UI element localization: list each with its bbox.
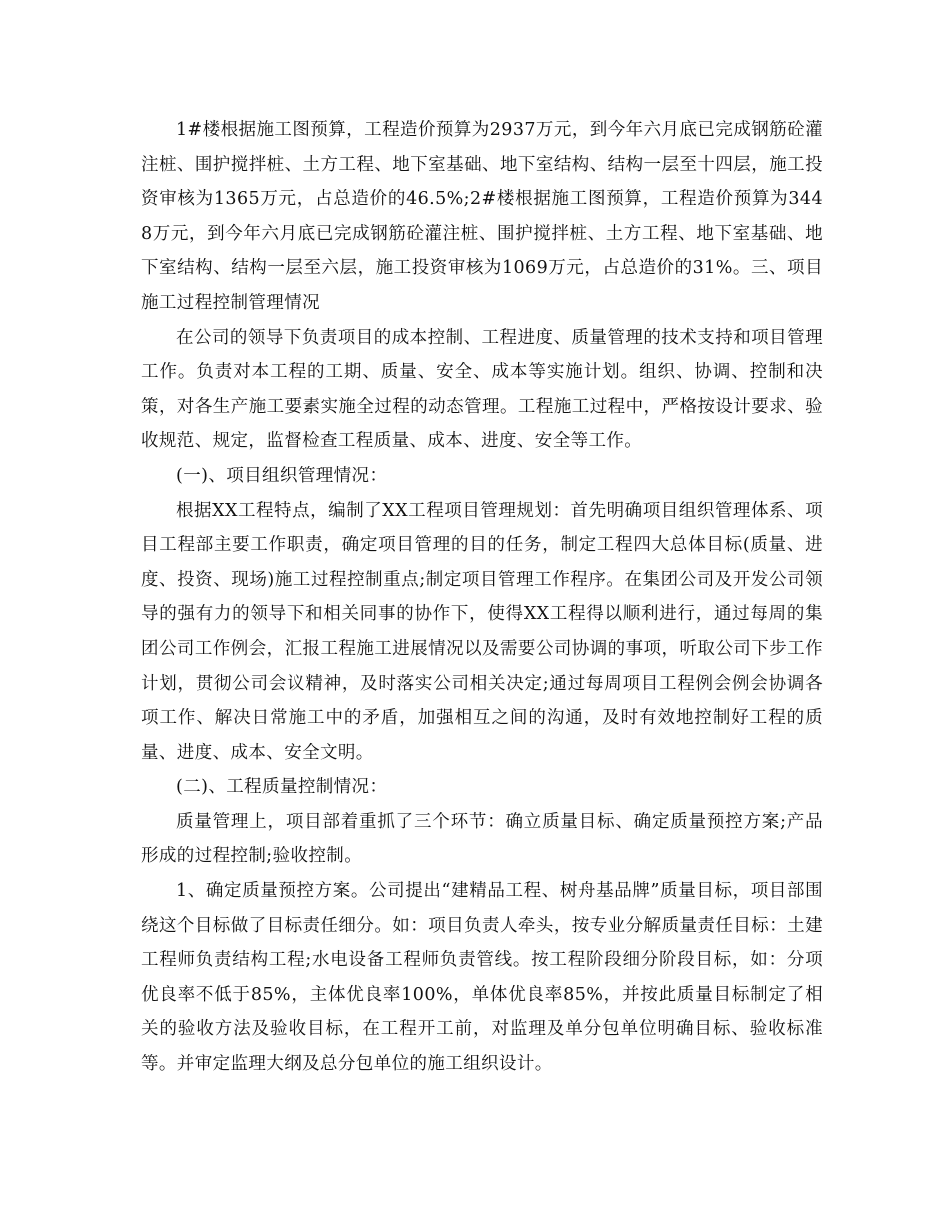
heading-quality-control: (二)、工程质量控制情况： bbox=[176, 777, 388, 798]
paragraph-cost-budget: 1#楼根据施工图预算，工程造价预算为2937万元，到今年六月底已完成钢筋砼灌注桩、围护搅拌桩、土方工程、地下室基础、地下室结构、结构一层至十四层，施工投资审核为1365万元，占总造价的46.5%;2#楼根据施工图预算，工程造价预算为3448万元，到今年六月底已完成钢筋砼灌注桩、围护搅拌桩、土方工程、地下室基础、地下室结构、结构一层至六层，施工投资审核为1069万元，占总造价的31%。三、项目施工过程控制管理情况 bbox=[141, 120, 823, 313]
heading-organization-management: (一)、项目组织管理情况： bbox=[176, 465, 388, 486]
paragraph-management-duties: 在公司的领导下负责项目的成本控制、工程进度、质量管理的技术支持和项目管理工作。负责对本工程的工期、质量、安全、成本等实施计划。组织、协调、控制和决策，对各生产施工要素实施全过程的动态管理。工程施工过程中，严格按设计要求、验收规范、规定，监督检查工程质量、成本、进度、安全等工作。 bbox=[141, 327, 823, 452]
document-body bbox=[141, 113, 823, 1082]
paragraph-organization-management: 根据XX工程特点，编制了XX工程项目管理规划：首先明确项目组织管理体系、项目工程部主要工作职责，确定项目管理的目的任务，制定工程四大总体目标(质量、进度、投资、现场)施工过程控制重点;制定项目管理工作程序。在集团公司及开发公司领导的强有力的领导下和相关同事的协作下，使得XX工程得以顺利进行，通过每周的集团公司工作例会，汇报工程施工进展情况以及需要公司协调的事项，听取公司下步工作计划，贯彻公司会议精神，及时落实公司相关决定;通过每周项目工程例会例会协调各项工作、解决日常施工中的矛盾，加强相互之间的沟通，及时有效地控制好工程的质量、进度、成本、安全文明。 bbox=[141, 500, 823, 763]
paragraph-quality-management: 质量管理上，项目部着重抓了三个环节：确立质量目标、确定质量预控方案;产品形成的过程控制;验收控制。 bbox=[141, 811, 823, 867]
paragraph-quality-precontrol: 1、确定质量预控方案。公司提出“建精品工程、树舟基品牌”质量目标，项目部围绕这个目标做了目标责任细分。如：项目负责人牵头，按专业分解质量责任目标：土建工程师负责结构工程;水电设备工程师负责管线。按工程阶段细分阶段目标，如：分项优良率不低于85%，主体优良率100%，单体优良率85%，并按此质量目标制定了相关的验收方法及验收目标，在工程开工前，对监理及单分包单位明确目标、验收标准等。并审定监理大纲及总分包单位的施工组织设计。 bbox=[141, 881, 823, 1075]
